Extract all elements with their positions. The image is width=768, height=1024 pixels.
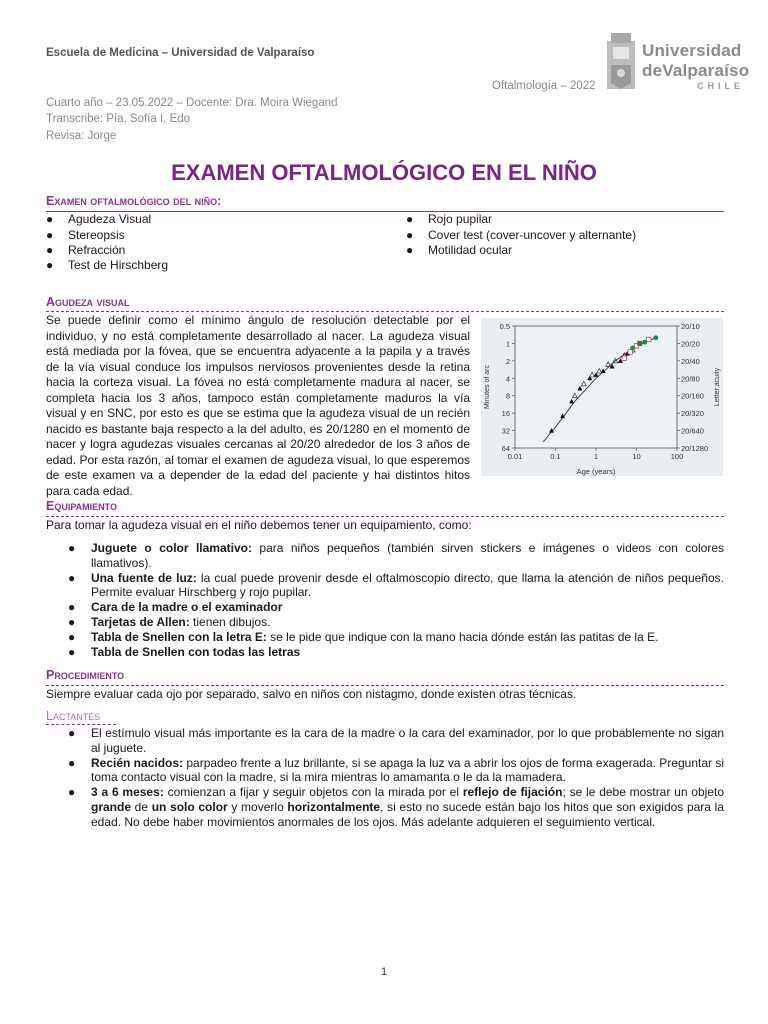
x-tick-label: 10 [632,452,641,461]
x-tick-label: 1 [593,452,599,461]
acuity-chart-svg [481,318,723,476]
course-label: Oftalmología – 2022 [492,80,596,92]
y-tick-label: 0.5 [499,322,510,331]
section-divider [46,724,116,725]
section-divider [46,516,724,517]
reviewer: Revisa: Jorge [46,130,117,142]
y2-tick-label: 20/1280 [681,444,709,453]
list-item: ● Test de Hirschberg [46,258,169,272]
procedimiento-text: Siempre evaluar cada ojo por separado, salvo en niños con nistagmo, donde existen otras técnicas. [46,687,577,701]
list-item: ● El estímulo visual más importante es la cara de la madre o la cara del examinador, por lo que probablemente no sigan al juguete. [68,726,724,755]
y2-tick-label: 20/160 [681,391,704,401]
list-item: ● Rojo pupilar [406,212,493,226]
data-point [653,335,658,340]
list-item: ● Stereopsis [46,228,125,242]
y-tick-label: 32 [501,426,510,436]
list-item: ● Refracción [46,243,126,257]
y2-tick-label: 20/320 [681,409,704,419]
section-heading-equipamiento: Equipamiento [46,499,118,513]
logo-text-chile: CHILE [697,81,744,91]
school-name: Escuela de Medicina – Universidad de Valparaíso [46,47,315,59]
y2-tick-label: 20/640 [681,426,704,436]
x-tick-label: 0.1 [550,452,561,461]
list-item: ● Cover test (cover-uncover y alternante) [406,228,637,242]
y-tick-label: 2 [505,356,510,366]
page-title: EXAMEN OFTALMOLÓGICO EN EL NIÑO [171,160,597,185]
university-logo [600,31,750,95]
list-item: ● Agudeza Visual [46,212,152,226]
y2-tick-label: 20/10 [681,322,700,331]
list-item: ● Recién nacidos: parpadeo frente a luz brillante, si se apaga la luz va a abrir los ojos de forma exagerada. Preguntar si toma contacto visual con la madre, si la mira mientras lo amamanta o le da la mamadera. [68,755,725,785]
x-axis-label: Age (years) [576,467,616,476]
section-heading-examen: Examen oftalmológico del niño: [46,194,222,208]
y2-axis-label: Letter acuity [714,367,721,407]
data-point [628,350,632,354]
y-tick-label: 1 [505,339,510,349]
data-point [630,346,635,351]
data-point [642,340,647,345]
y-tick-label: 16 [501,409,510,419]
y2-tick-label: 20/40 [681,356,700,366]
page-number: 1 [380,966,388,978]
data-point [646,337,650,341]
university-crest-icon [605,31,637,93]
equipment-list [46,541,724,659]
list-item: ● Tabla de Snellen con la letra E: se le pide que indique con la mano hacia dónde están las patitas de la E. [68,629,659,644]
y2-tick-label: 20/80 [681,374,700,384]
x-tick-label: 0.01 [507,452,523,461]
y-tick-label: 8 [505,391,510,401]
section-heading-procedimiento: Procedimiento [46,668,125,682]
y-axis-label: Minutes of arc [484,365,491,409]
y-tick-label: 4 [505,374,510,384]
logo-text-universidad: Universidad [642,41,742,60]
agudeza-paragraph: Se puede definir como el mínimo ángulo de resolución detectable por el individuo, y no está completamente desarrollado al nacer. La agudeza visual está mediada por la fóvea, que se encuentra adyacente a la papila y a través de la vía visual conduce los impulsos nerviosos provenientes desde la retina hacia la corteza visual. La fóvea no está completamente madura al nacer, se completa hacia los 3 años, tampoco están completamente maduros la vía visual y en SNC, por esto es que se estima que la agudeza visual de un recién nacido es bastante baja respecto a la del adulto, es 20/1280 en el momento de nacer y logra agudezas visuales cercanas al 20/20 alrededor de los 3 años de edad. Por esta razón, al tomar el examen de agudeza visual, lo que esperemos de este examen va a depender de la edad del paciente y hai distintos hitos para cada edad. [46,313,470,498]
equipamiento-intro: Para tomar la agudeza visual en el niño debemos tener un equipamiento, como: [46,518,472,532]
section-divider [46,685,724,686]
plot-area [515,326,677,448]
y-tick-label: 64 [501,444,510,453]
lactantes-list [46,726,724,830]
list-item: ● Una fuente de luz: la cual puede provenir desde el oftalmoscopio directo, que llama la atención de niños pequeños. Permite evaluar Hirschberg y rojo pupilar. [68,570,724,600]
class-info: Cuarto año – 23.05.2022 – Docente: Dra. Moira Wiegand [46,97,338,109]
data-point [622,356,626,360]
list-item: ● 3 a 6 meses: comienzan a fijar y seguir objetos con la mirada por el reflejo de fijación; se le debe mostrar un objeto grande de un solo color y moverlo horizontalmente, si esto no sucede están bajo los hitos que son exigidos para la edad. No debe haber movimientos anormales de los ojos. Más adelante adquieren el seguimiento vertical. [68,785,724,829]
section-divider [46,311,724,312]
section-heading-lactantes: Lactantes [46,709,101,723]
list-item: ● Tarjetas de Allen: tienen dibujos. [68,614,271,629]
data-point [637,341,642,346]
x-tick-label: 100 [670,452,684,461]
y2-tick-label: 20/20 [681,339,700,349]
list-item: ● Cara de la madre o el examinador [68,600,283,615]
section-heading-agudeza: Agudeza visual [46,295,130,309]
list-item: ● Juguete o color llamativo: para niños pequeños (también sirven stickers e imágenes o videos con colores llamativos). [68,541,724,570]
transcribers: Transcribe: Pía, Sofía I, Edo [46,113,191,125]
list-item: ● Motilidad ocular [406,243,513,257]
logo-text-valparaiso: deValparaíso [642,61,750,80]
acuity-chart [481,318,723,476]
list-item: ● Tabla de Snellen con todas las letras [68,644,301,659]
